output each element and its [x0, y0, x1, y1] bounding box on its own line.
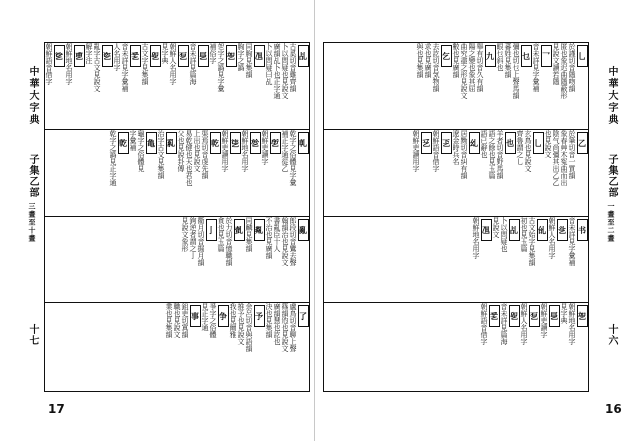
definition-text: 廣韻乩卜也正字通 — [273, 43, 281, 99]
dictionary-frame — [323, 42, 589, 392]
definition-text: 乫字之譌見字彙 — [217, 43, 225, 92]
headword-char: 乩 — [298, 45, 309, 67]
headword-char: 也 — [505, 132, 516, 154]
entry-band — [45, 217, 309, 304]
entry-band — [45, 130, 309, 217]
definition-text: 朝鮮語音借字 — [480, 303, 488, 346]
definition-text: 朝鮮地名用字 — [65, 43, 73, 85]
definition-text: 衢月切音掘月韻 — [197, 216, 205, 266]
headword-char: 乯 — [130, 45, 141, 67]
definition-text: 遼金時兵名 — [452, 129, 460, 165]
definition-text: 見正字通 — [201, 303, 209, 332]
definition-text: 數也見廣韻 — [452, 43, 460, 78]
definition-text: 象春艸木冤曲而出 — [560, 129, 568, 186]
definition-text: 古奚切音雞齊韻 — [289, 43, 297, 92]
definition-text: 易乾健也天也君也 — [185, 129, 193, 186]
running-head: 中華大字典 — [606, 66, 617, 126]
definition-text: 去訖切音気物韻 — [432, 43, 440, 92]
headword-char: 乲 — [102, 45, 113, 67]
definition-text: 乾字之俗體見字彙 — [289, 129, 297, 186]
definition-text: 音未詳見字彙補 — [121, 43, 129, 92]
dictionary-entry — [544, 130, 588, 216]
headword-char: 乫 — [226, 45, 237, 67]
headword-char: 乪 — [254, 45, 265, 67]
dictionary-entry — [265, 303, 309, 390]
dictionary-entry — [532, 43, 552, 129]
dictionary-entry — [141, 43, 161, 129]
headword-char: 亃 — [254, 219, 265, 241]
definition-text: 曲究盡之形見說文 — [460, 43, 468, 99]
definition-text: 補正字通從乙 — [281, 129, 289, 172]
definition-text: 古文字見集韻 — [141, 43, 149, 85]
definition-text: 我也見爾雅 — [229, 303, 237, 339]
headword-char: 乫 — [577, 305, 588, 327]
dictionary-entry — [45, 43, 65, 129]
entry-band — [45, 43, 309, 130]
dictionary-entry — [480, 303, 500, 390]
definition-text: 龜字之俗體見 — [137, 129, 145, 172]
definition-text: 渠焉切音虔先韻 — [201, 129, 209, 179]
definition-text: 朝鮮語音借字 — [45, 43, 53, 85]
dictionary-entry — [109, 130, 129, 216]
definition-text: 朝鮮吏讀用字 — [412, 129, 420, 172]
headword-char: 乙 — [577, 132, 588, 154]
headword-char: 亁 — [118, 132, 129, 154]
dictionary-entry — [177, 130, 221, 216]
dictionary-entry — [560, 303, 588, 390]
entry-band — [324, 303, 588, 390]
definition-text: 音未詳見字彙補 — [532, 43, 540, 92]
entry-band — [45, 303, 309, 390]
headword-char: 了 — [298, 305, 309, 327]
dictionary-entry — [281, 130, 309, 216]
dictionary-entry — [520, 303, 540, 390]
dictionary-entry — [221, 130, 241, 216]
definition-text: 朝鮮人名用字 — [169, 43, 177, 85]
definition-text: 父也見說卦傳 — [177, 129, 185, 172]
dictionary-entry — [201, 303, 229, 390]
definition-text: 同胸見集韻 — [245, 43, 253, 78]
page-number: 17 — [48, 402, 65, 416]
definition-text: 見說文象形 — [181, 216, 189, 252]
definition-text: 爭字之俗體 — [209, 303, 217, 339]
definition-text: 人名用字 — [113, 43, 121, 71]
dictionary-entry — [165, 303, 201, 390]
definition-text: 業也見集韻 — [165, 303, 173, 339]
dictionary-entry — [548, 217, 568, 303]
dictionary-entry — [229, 303, 265, 390]
headword-char: 书 — [577, 219, 588, 241]
dictionary-entry — [472, 217, 492, 303]
dictionary-entry — [520, 217, 548, 303]
definition-text: 朝鮮人名用字 — [548, 216, 556, 259]
headword-char: 乼 — [230, 132, 241, 154]
left-margin-column — [18, 44, 40, 390]
definition-text: 郎段切音鸞去聲 — [289, 216, 297, 266]
definition-text: 朝鮮語音借字 — [432, 129, 440, 172]
definition-text: 治字古文見集韻 — [157, 129, 165, 179]
dictionary-entry — [157, 130, 177, 216]
definition-text: 補俗字 — [209, 43, 217, 64]
headword-char: 争 — [218, 305, 229, 327]
definition-text: 貪也見玉篇 — [217, 216, 225, 252]
stroke-range: 一畫至二畫 — [607, 202, 616, 243]
stroke-range: 三畫至十畫 — [28, 202, 37, 243]
headword-char: 乿 — [166, 132, 177, 154]
headword-char: 乚 — [577, 45, 588, 67]
entry-band — [324, 43, 588, 130]
section-title: 子集乙部 — [606, 154, 617, 198]
dictionary-entry — [492, 217, 520, 303]
page-number: 16 — [605, 402, 622, 416]
headword-char: 乯 — [489, 305, 500, 327]
headword-char: 乤 — [441, 132, 452, 154]
definition-text: 見說文讀若隱 — [552, 43, 560, 85]
definition-text: 卜以問疑曰乩 — [265, 43, 273, 85]
headword-char: 予 — [254, 305, 265, 327]
headword-char: 乷 — [54, 45, 65, 67]
definition-text: 音未詳見篇海 — [189, 43, 197, 85]
definition-text: 書亂臣十人 — [273, 216, 281, 252]
definition-text: 語已辭也 — [480, 129, 488, 158]
definition-text: 眼乜斜也 — [496, 43, 504, 71]
definition-text: 羊者切音野馬韻 — [496, 129, 504, 179]
definition-text: 朝鮮吏讀用字 — [221, 129, 229, 172]
section-title: 子集乙部 — [27, 154, 38, 198]
headword-char: 乬 — [198, 45, 209, 67]
headword-char: 乚 — [533, 132, 544, 154]
definition-text: 推予也見說文 — [237, 303, 245, 346]
headword-char: 乨 — [537, 219, 548, 241]
definition-text: 解字注 — [85, 43, 93, 64]
definition-text: 卜以問疑也見說文 — [281, 43, 289, 99]
page-number-cjk: 十六 — [606, 324, 617, 346]
dictionary-entry — [552, 43, 588, 129]
headword-char: 乜 — [521, 45, 532, 67]
definition-text: 語之餘也見玉篇 — [488, 129, 496, 179]
definition-text: 翰韻治也見說文 — [281, 216, 289, 266]
dictionary-entry — [265, 43, 309, 129]
dictionary-entry — [412, 130, 432, 216]
dictionary-entry — [181, 217, 217, 303]
dictionary-entry — [245, 217, 265, 303]
definition-text: 決也見集韻 — [265, 303, 273, 339]
definition-text: 鉤逆者謂之亅 — [189, 216, 197, 259]
dictionary-entry — [452, 43, 496, 129]
headword-char: 亅 — [206, 219, 217, 241]
headword-char: 九 — [485, 45, 496, 67]
definition-text: 音未詳見字彙補 — [568, 216, 576, 266]
definition-text: 見字典 — [560, 303, 568, 325]
definition-text: 乾字之譌見正字通 — [109, 129, 117, 186]
definition-text: 朝鮮吏讀字 — [540, 303, 548, 339]
headword-char: 乩 — [509, 219, 520, 241]
definition-text: 朝鮮地名用字 — [472, 216, 480, 259]
dictionary-entry — [496, 43, 532, 129]
definition-text: 不治也見廣韻 — [265, 216, 273, 259]
definition-text: 同麟見集韻 — [245, 216, 253, 252]
headword-char: 乾 — [210, 132, 221, 154]
dictionary-frame — [44, 42, 310, 392]
page-number-cjk: 十七 — [27, 324, 38, 346]
definition-text: 陽之變也象其屈 — [468, 43, 476, 92]
definition-text: 居黝切音糾有韻 — [460, 129, 468, 179]
definition-text: 於謹切音隱吻韻 — [568, 43, 576, 92]
headword-char: 亀 — [146, 132, 157, 154]
definition-text: 見說文 — [492, 216, 500, 238]
definition-text: 初也見玉篇 — [520, 216, 528, 252]
definition-text: 求也見廣韻 — [424, 43, 432, 78]
headword-char: 乭 — [529, 305, 540, 327]
definition-text: 余呂切音與語韻 — [245, 303, 253, 353]
headword-char: 亄 — [234, 219, 245, 241]
definition-text: 音未詳見篇海 — [500, 303, 508, 346]
definition-text: 職也見說文 — [173, 303, 181, 339]
dictionary-entry — [416, 43, 452, 129]
definition-text: 上出也見說文 — [193, 129, 201, 172]
dictionary-entry — [241, 130, 261, 216]
dictionary-entry — [500, 303, 520, 390]
headword-char: 乶 — [74, 45, 85, 67]
definition-text: 卜以問疑也 — [500, 216, 508, 252]
headword-char: 乪 — [481, 219, 492, 241]
definition-text: 與也見集韻 — [416, 43, 424, 78]
entry-band — [324, 217, 588, 304]
dictionary-entry — [432, 130, 452, 216]
section-head — [18, 154, 40, 242]
dictionary-entry — [113, 43, 141, 129]
headword-char: 乥 — [421, 132, 432, 154]
definition-text: 胸字之譌 — [237, 43, 245, 71]
headword-char: 乣 — [469, 132, 480, 154]
headword-char: 乮 — [150, 45, 161, 67]
headword-char: 亂 — [298, 219, 309, 241]
definition-text: 朝鮮吏讀字 — [261, 129, 269, 165]
definition-text: 於力切音憶職韻 — [225, 216, 233, 266]
definition-text: 舉有切音久有韻 — [476, 43, 484, 92]
definition-text: 字彙補 — [129, 129, 137, 151]
dictionary-entry — [568, 217, 588, 303]
definition-text: 齊魯謂之乚 — [516, 129, 524, 165]
headword-char: 乧 — [557, 219, 568, 241]
dictionary-entry — [480, 130, 516, 216]
definition-text: 朝鮮地名用字 — [241, 129, 249, 172]
definition-text: 朝鮮人名用字 — [520, 303, 528, 346]
dictionary-entry — [452, 130, 480, 216]
headword-char: 乭 — [178, 45, 189, 67]
definition-text: 彌也切乜上聲馬韻 — [512, 43, 520, 99]
definition-text: 鉏吏切寘韻 — [181, 303, 189, 339]
definition-text: 匿也象迟曲隱蔽形 — [560, 43, 568, 99]
definition-text: 見字典 — [161, 43, 169, 64]
definition-text: 亂字古文見說文 — [93, 43, 101, 92]
dictionary-entry — [516, 130, 544, 216]
definition-text: 廣韻慧也訖也 — [273, 303, 281, 346]
headword-char: 乬 — [549, 305, 560, 327]
dictionary-entry — [209, 43, 237, 129]
definition-text: 於筆切音一質韻 — [568, 129, 576, 179]
right-page — [315, 0, 630, 441]
dictionary-entry — [129, 130, 157, 216]
dictionary-entry — [265, 217, 309, 303]
definition-text: 朝鮮地名用字 — [568, 303, 576, 346]
running-head: 中華大字典 — [27, 66, 38, 126]
definition-text: 蕃姓見集韻 — [504, 43, 512, 78]
right-margin-column — [597, 44, 619, 390]
dictionary-entry — [161, 43, 189, 129]
dictionary-entry — [217, 217, 245, 303]
dictionary-entry — [65, 43, 85, 129]
dictionary-entry — [261, 130, 281, 216]
section-head — [597, 154, 619, 242]
definition-text: 古文始字見集韻 — [528, 216, 536, 266]
definition-text: 陰气尚彊其出乙乙 — [552, 129, 560, 186]
headword-char: 乻 — [250, 132, 261, 154]
definition-text: 盧鳥切音聊上聲 — [289, 303, 297, 353]
dictionary-entry — [237, 43, 265, 129]
headword-char: 乛 — [541, 45, 552, 67]
dictionary-entry — [540, 303, 560, 390]
dictionary-entry — [85, 43, 113, 129]
headword-char: 乮 — [509, 305, 520, 327]
definition-text: 篠韻尦也見說文 — [281, 303, 289, 353]
headword-char: 乞 — [441, 45, 452, 67]
headword-char: 乺 — [270, 132, 281, 154]
definition-text: 玄鳥也見說文 — [524, 129, 532, 172]
headword-char: 事 — [190, 305, 201, 327]
definition-text: 也見說文 — [544, 129, 552, 158]
headword-char: 乹 — [298, 132, 309, 154]
dictionary-entry — [189, 43, 209, 129]
entry-band — [324, 130, 588, 217]
